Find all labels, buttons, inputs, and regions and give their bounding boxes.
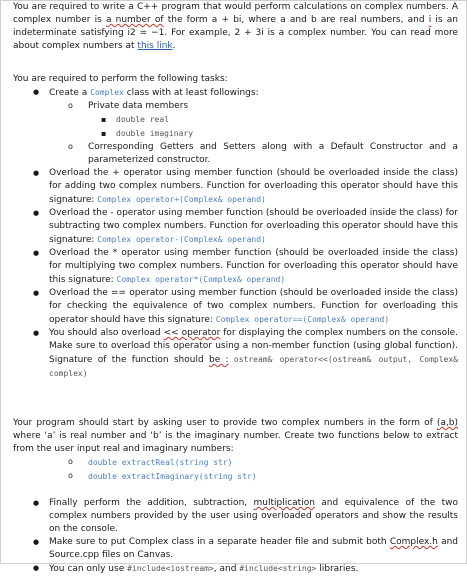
function-list [13,456,458,484]
spell-flag: << operator [163,328,221,338]
final-text: Finally perform the addition, subtraction, [49,498,254,508]
final-text: Make sure to put Complex class in a separate header file and submit both [49,537,390,547]
spell-flag: multiplication [253,498,315,508]
final-list [13,497,458,576]
code-span: Complex operator==(Complex& operand) [215,315,390,324]
intro-paragraph [13,1,458,53]
list-item [13,100,458,113]
code-span: Complex operator+(Complex& operand) [97,195,266,204]
intro-text: . [172,41,176,51]
task-text: Private data members [88,101,189,111]
code-span: Complex operator-(Complex& operand) [97,235,266,244]
final-text: and equivalence of the two complex numbers provided by the user using overloaded operators and show the results on the console. [49,498,458,534]
list-item [13,536,458,562]
list-item [13,287,458,327]
code-span: #include<iostream> [127,564,214,573]
task-text: Overload the == operator using member function (should be overloaded inside the class) for checking the equivalence of two complex numbers. Function for overloading this operator should have this signature: [49,288,458,325]
intro-text: You are required to write a C++ program that would perform calculations on complex numbers. A complex number is [13,2,458,25]
intro-text: is an indeterminate satisfying i2 = −1. For example, 2 + 3i is a complex number. You can read more about complex numbers at [13,15,458,51]
code-span: double real [116,115,169,124]
task-text: Corresponding Getters and Setters along with a Default Constructor and a parameterized constructor. [88,142,458,165]
final-section [13,497,458,576]
list-item [13,167,458,207]
list-item [13,470,458,484]
task-text: class with at least followings: [123,88,259,98]
list-item [13,247,458,287]
code-span: double extractImaginary(string str) [88,472,257,481]
spell-flag: i [428,15,432,25]
spell-flag: a number of [105,15,164,25]
list-item [13,127,458,141]
code-span: Complex [90,88,124,97]
tasks-heading: You are required to perform the following tasks: [13,74,228,84]
code-span: #include<string> [239,564,317,573]
program-text: where ‘a’ is real number and ‘b’ is the imaginary number. Create two functions below to extract from the user input real and imaginary numbers: [13,431,458,454]
final-text: You can only use [49,564,128,574]
final-text: , and [213,564,240,574]
task-text: You should also overload [49,328,164,338]
list-item [13,207,458,247]
spell-flag: be : [208,355,229,365]
complex-numbers-link[interactable]: this link [137,41,173,51]
final-text: libraries. [316,564,359,574]
code-span: ostream& operator<<(ostream& output, Complex& complex) [49,355,458,378]
list-item [13,113,458,127]
task-text: Overload the - operator using member function (should be overloaded inside the class) for subtracting two complex numbers. Function for overloading this operator should have this signature: [49,208,458,245]
task-text: for displaying the complex numbers on the console. Make sure to overload this operator using a non-member function (using global function). Signature of the function should [49,328,459,365]
code-span: double imaginary [116,129,194,138]
task-text: Create a [49,88,91,98]
list-item [13,562,458,576]
list-item [13,141,458,167]
list-item [13,456,458,470]
list-item [13,497,458,536]
task-text: Overload the + operator using member function (should be overloaded inside the class) for adding two complex numbers. Function for overloading this operator should have this signature: [49,168,458,205]
final-text: and Source.cpp files on Canvas. [49,537,459,560]
spell-flag: (a,b) [436,418,458,428]
spell-flag: Complex.h [389,537,438,547]
code-span: double extractReal(string str) [88,458,233,467]
task-text: Overload the * operator using member function (should be overloaded inside the class) for multiplying two complex numbers. Function for overloading this operator should have this signature: [49,248,458,285]
code-span: Complex operator*(Complex& operand) [116,275,286,284]
program-section [13,417,458,484]
tasks-section [13,73,458,381]
intro-text: the form a + bi, where a and b are real numbers, and [163,15,429,25]
list-item [13,86,458,100]
program-text: Your program should start by asking user to provide two complex numbers in the form of [13,418,437,428]
list-item [13,327,458,381]
task-list [13,86,458,381]
